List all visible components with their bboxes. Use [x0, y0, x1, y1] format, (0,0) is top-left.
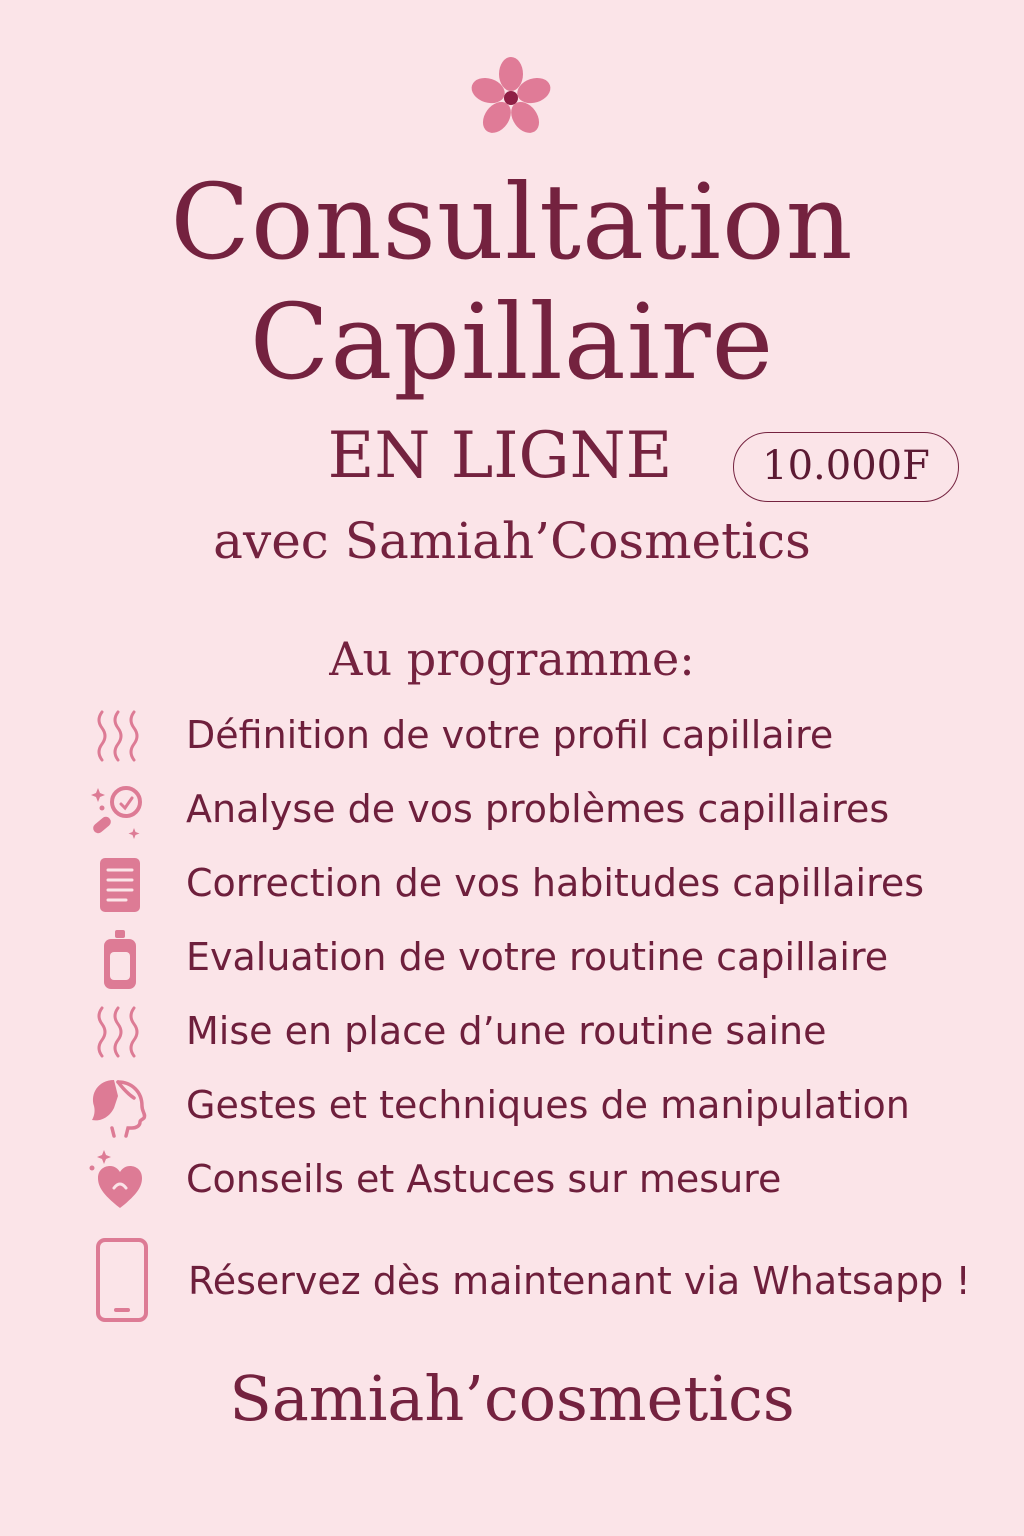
price-badge: 10.000F: [733, 432, 959, 502]
list-item: [0, 928, 1024, 998]
list-item: [0, 1002, 1024, 1072]
smartphone-icon: [94, 1238, 150, 1324]
title-line-1: Consultation: [170, 161, 854, 283]
title-line-2: Capillaire: [249, 281, 775, 403]
magnifier-sparkle-icon: [88, 780, 152, 844]
item-text: Mise en place d’une routine saine: [186, 1009, 827, 1053]
item-text: Analyse de vos problèmes capillaires: [186, 787, 890, 831]
list-item: [0, 1150, 1024, 1220]
item-text: Evaluation de votre routine capillaire: [186, 935, 889, 979]
programme-heading: Au programme:: [329, 632, 695, 686]
cta-text[interactable]: Réservez dès maintenant via Whatsapp !: [188, 1259, 971, 1303]
heart-sparkle-icon: [88, 1150, 152, 1214]
with-brand-text: avec Samiah’Cosmetics: [213, 512, 811, 570]
woman-profile-icon: [88, 1076, 152, 1140]
subtitle-en-ligne: EN LIGNE: [327, 419, 673, 493]
steam-waves-icon: [88, 706, 152, 770]
list-item: [0, 854, 1024, 924]
bottle-icon: [88, 928, 152, 992]
steam-waves-icon: [88, 1002, 152, 1066]
list-item: [0, 780, 1024, 850]
item-text: Correction de vos habitudes capillaires: [186, 861, 925, 905]
item-text: Gestes et techniques de manipulation: [186, 1083, 910, 1127]
item-text: Définition de votre profil capillaire: [186, 713, 834, 757]
list-item: [0, 1076, 1024, 1146]
footer-brand: Samiah’cosmetics: [229, 1362, 795, 1435]
list-item: [0, 706, 1024, 776]
flower-icon: [466, 52, 556, 142]
notepad-icon: [88, 854, 152, 918]
item-text: Conseils et Astuces sur mesure: [186, 1157, 782, 1201]
whatsapp-cta[interactable]: [0, 1238, 1024, 1328]
